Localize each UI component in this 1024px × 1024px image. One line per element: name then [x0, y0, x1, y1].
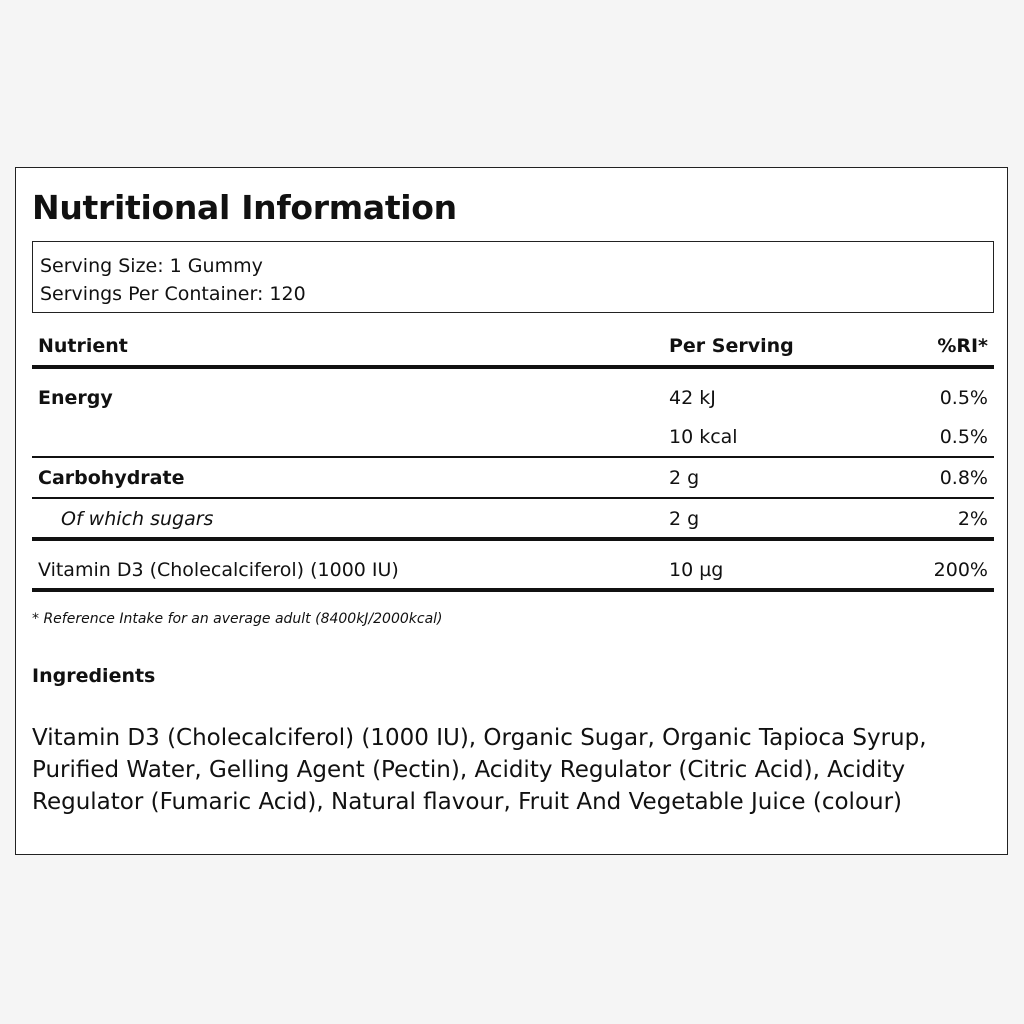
nutrient-name: Vitamin D3 (Cholecalciferol) (1000 IU) [38, 559, 399, 581]
page-title: Nutritional Information [32, 188, 457, 227]
ri-value: 2% [957, 508, 988, 530]
header-divider [32, 365, 994, 369]
table-header [32, 326, 994, 366]
table-bottom-rule [32, 588, 994, 592]
table-row [32, 378, 994, 418]
section-divider [32, 537, 994, 541]
serving-info-box [32, 241, 994, 313]
nutrition-panel [15, 167, 1008, 855]
per-serving-value: 10 µg [669, 559, 724, 581]
table-row [32, 499, 994, 539]
nutrient-name: Carbohydrate [38, 467, 185, 489]
ri-value: 0.8% [939, 467, 988, 489]
per-serving-value: 2 g [669, 508, 700, 530]
nutrient-name: Of which sugars [61, 508, 214, 530]
table-row [32, 417, 994, 457]
per-serving-value: 2 g [669, 467, 700, 489]
servings-per-container: Servings Per Container: 120 [40, 283, 306, 305]
header-ri: %RI* [937, 335, 988, 357]
ingredients-heading: Ingredients [32, 665, 156, 687]
ri-value: 200% [933, 559, 988, 581]
serving-size: Serving Size: 1 Gummy [40, 255, 263, 277]
per-serving-value: 10 kcal [669, 426, 738, 448]
table-row [32, 550, 994, 590]
header-nutrient: Nutrient [38, 335, 128, 357]
ri-value: 0.5% [939, 426, 988, 448]
per-serving-value: 42 kJ [669, 387, 716, 409]
reference-intake-footnote: * Reference Intake for an average adult (8400kJ/2000kcal) [32, 611, 443, 627]
ri-value: 0.5% [939, 387, 988, 409]
nutrient-name: Energy [38, 387, 113, 409]
header-per-serving: Per Serving [669, 335, 794, 357]
table-row [32, 458, 994, 498]
ingredients-list: Vitamin D3 (Cholecalciferol) (1000 IU), Organic Sugar, Organic Tapioca Syrup, Purified Water, Gelling Agent (Pectin), Acidity Regulator (Citric Acid), Acidity Regulator (Fumaric Acid), Natural flavour, Fruit And Vegetable Juice (colour) [32, 725, 927, 815]
